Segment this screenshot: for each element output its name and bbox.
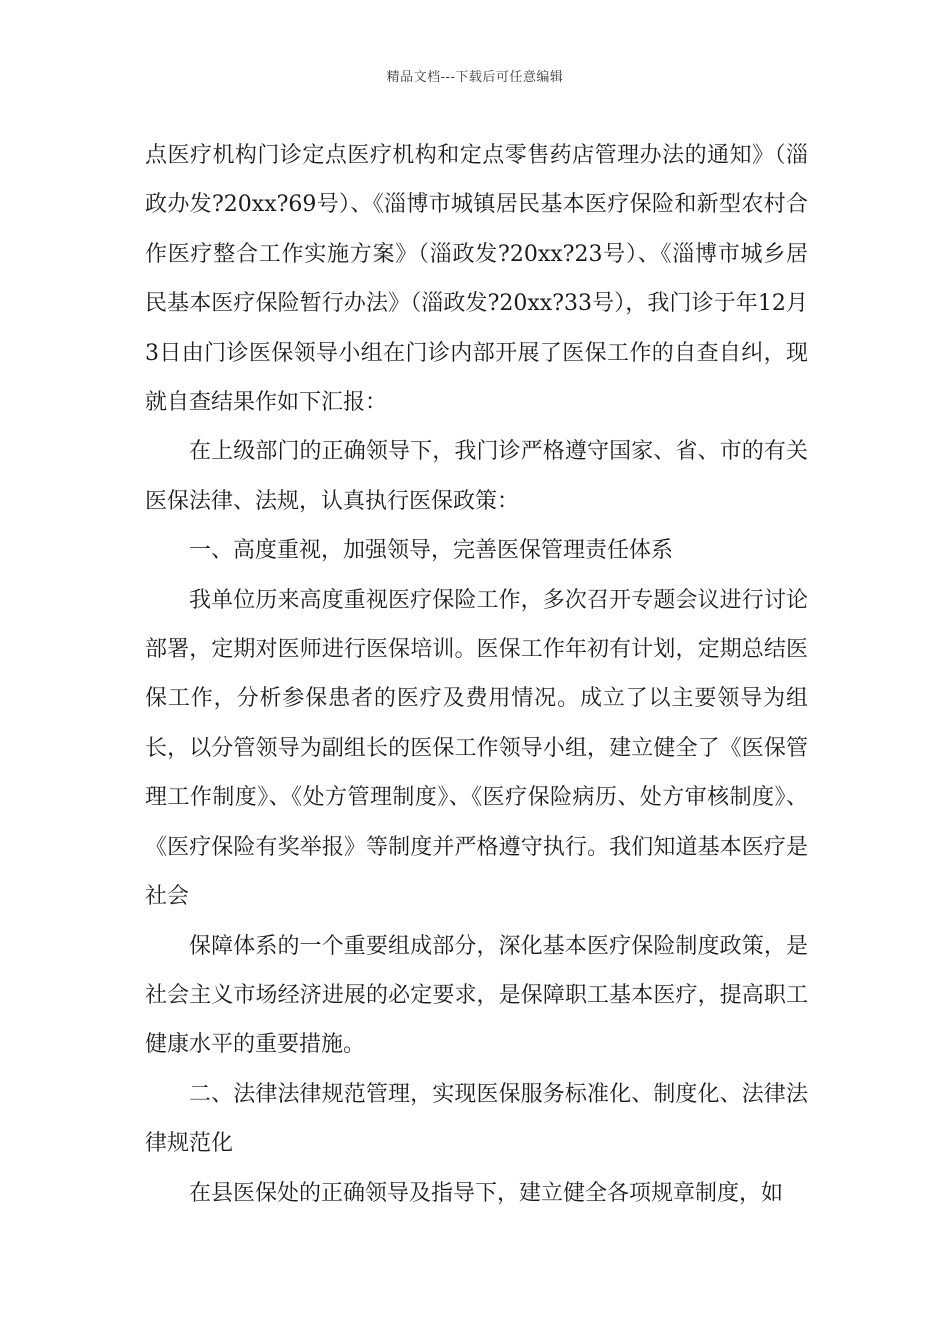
paragraph-3: 我单位历来高度重视医疗保险工作，多次召开专题会议进行讨论部署，定期对医师进行医保培训。医保工作年初有计划，定期总结医保工作，分析参保患者的医疗及费用情况。成立了以主要领导为组长，以分管领导为副组长的医保工作领导小组，建立健全了《医保管理工作制度》、《处方管理制度》、《医疗保险病历、处方审核制度》、《医疗保险有奖举报》等制度并严格遵守执行。我们知道基本医疗是社会: [145, 587, 808, 910]
page-header: 精品文档---下载后可任意编辑: [386, 70, 564, 85]
document-body: [145, 131, 808, 1218]
paragraph-2: 在上级部门的正确领导下，我门诊严格遵守国家、省、市的有关医保法律、法规，认真执行医保政策：: [145, 439, 808, 514]
section-heading-2: 二、法律法律规范管理，实现医保服务标准化、制度化、法律法律规范化: [145, 1081, 808, 1157]
paragraph-5: 在县医保处的正确领导及指导下，建立健全各项规章制度，如: [189, 1180, 784, 1206]
section-heading-1: 一、高度重视，加强领导，完善医保管理责任体系: [189, 538, 674, 564]
paragraph-4: 保障体系的一个重要组成部分，深化基本医疗保险制度政策，是社会主义市场经济进展的必定要求，是保障职工基本医疗，提高职工健康水平的重要措施。: [145, 933, 808, 1058]
paragraph-1: 点医疗机构门诊定点医疗机构和定点零售药店管理办法的通知》（淄政办发?20xx?69号）、《淄博市城镇居民基本医疗保险和新型农村合作医疗整合工作实施方案》（淄政发?20xx?23号）、《淄博市城乡居民基本医疗保险暂行办法》（淄政发?20xx?33号），我门诊于年12月3日由门诊医保领导小组在门诊内部开展了医保工作的自查自纠，现就自查结果作如下汇报：: [145, 143, 808, 416]
